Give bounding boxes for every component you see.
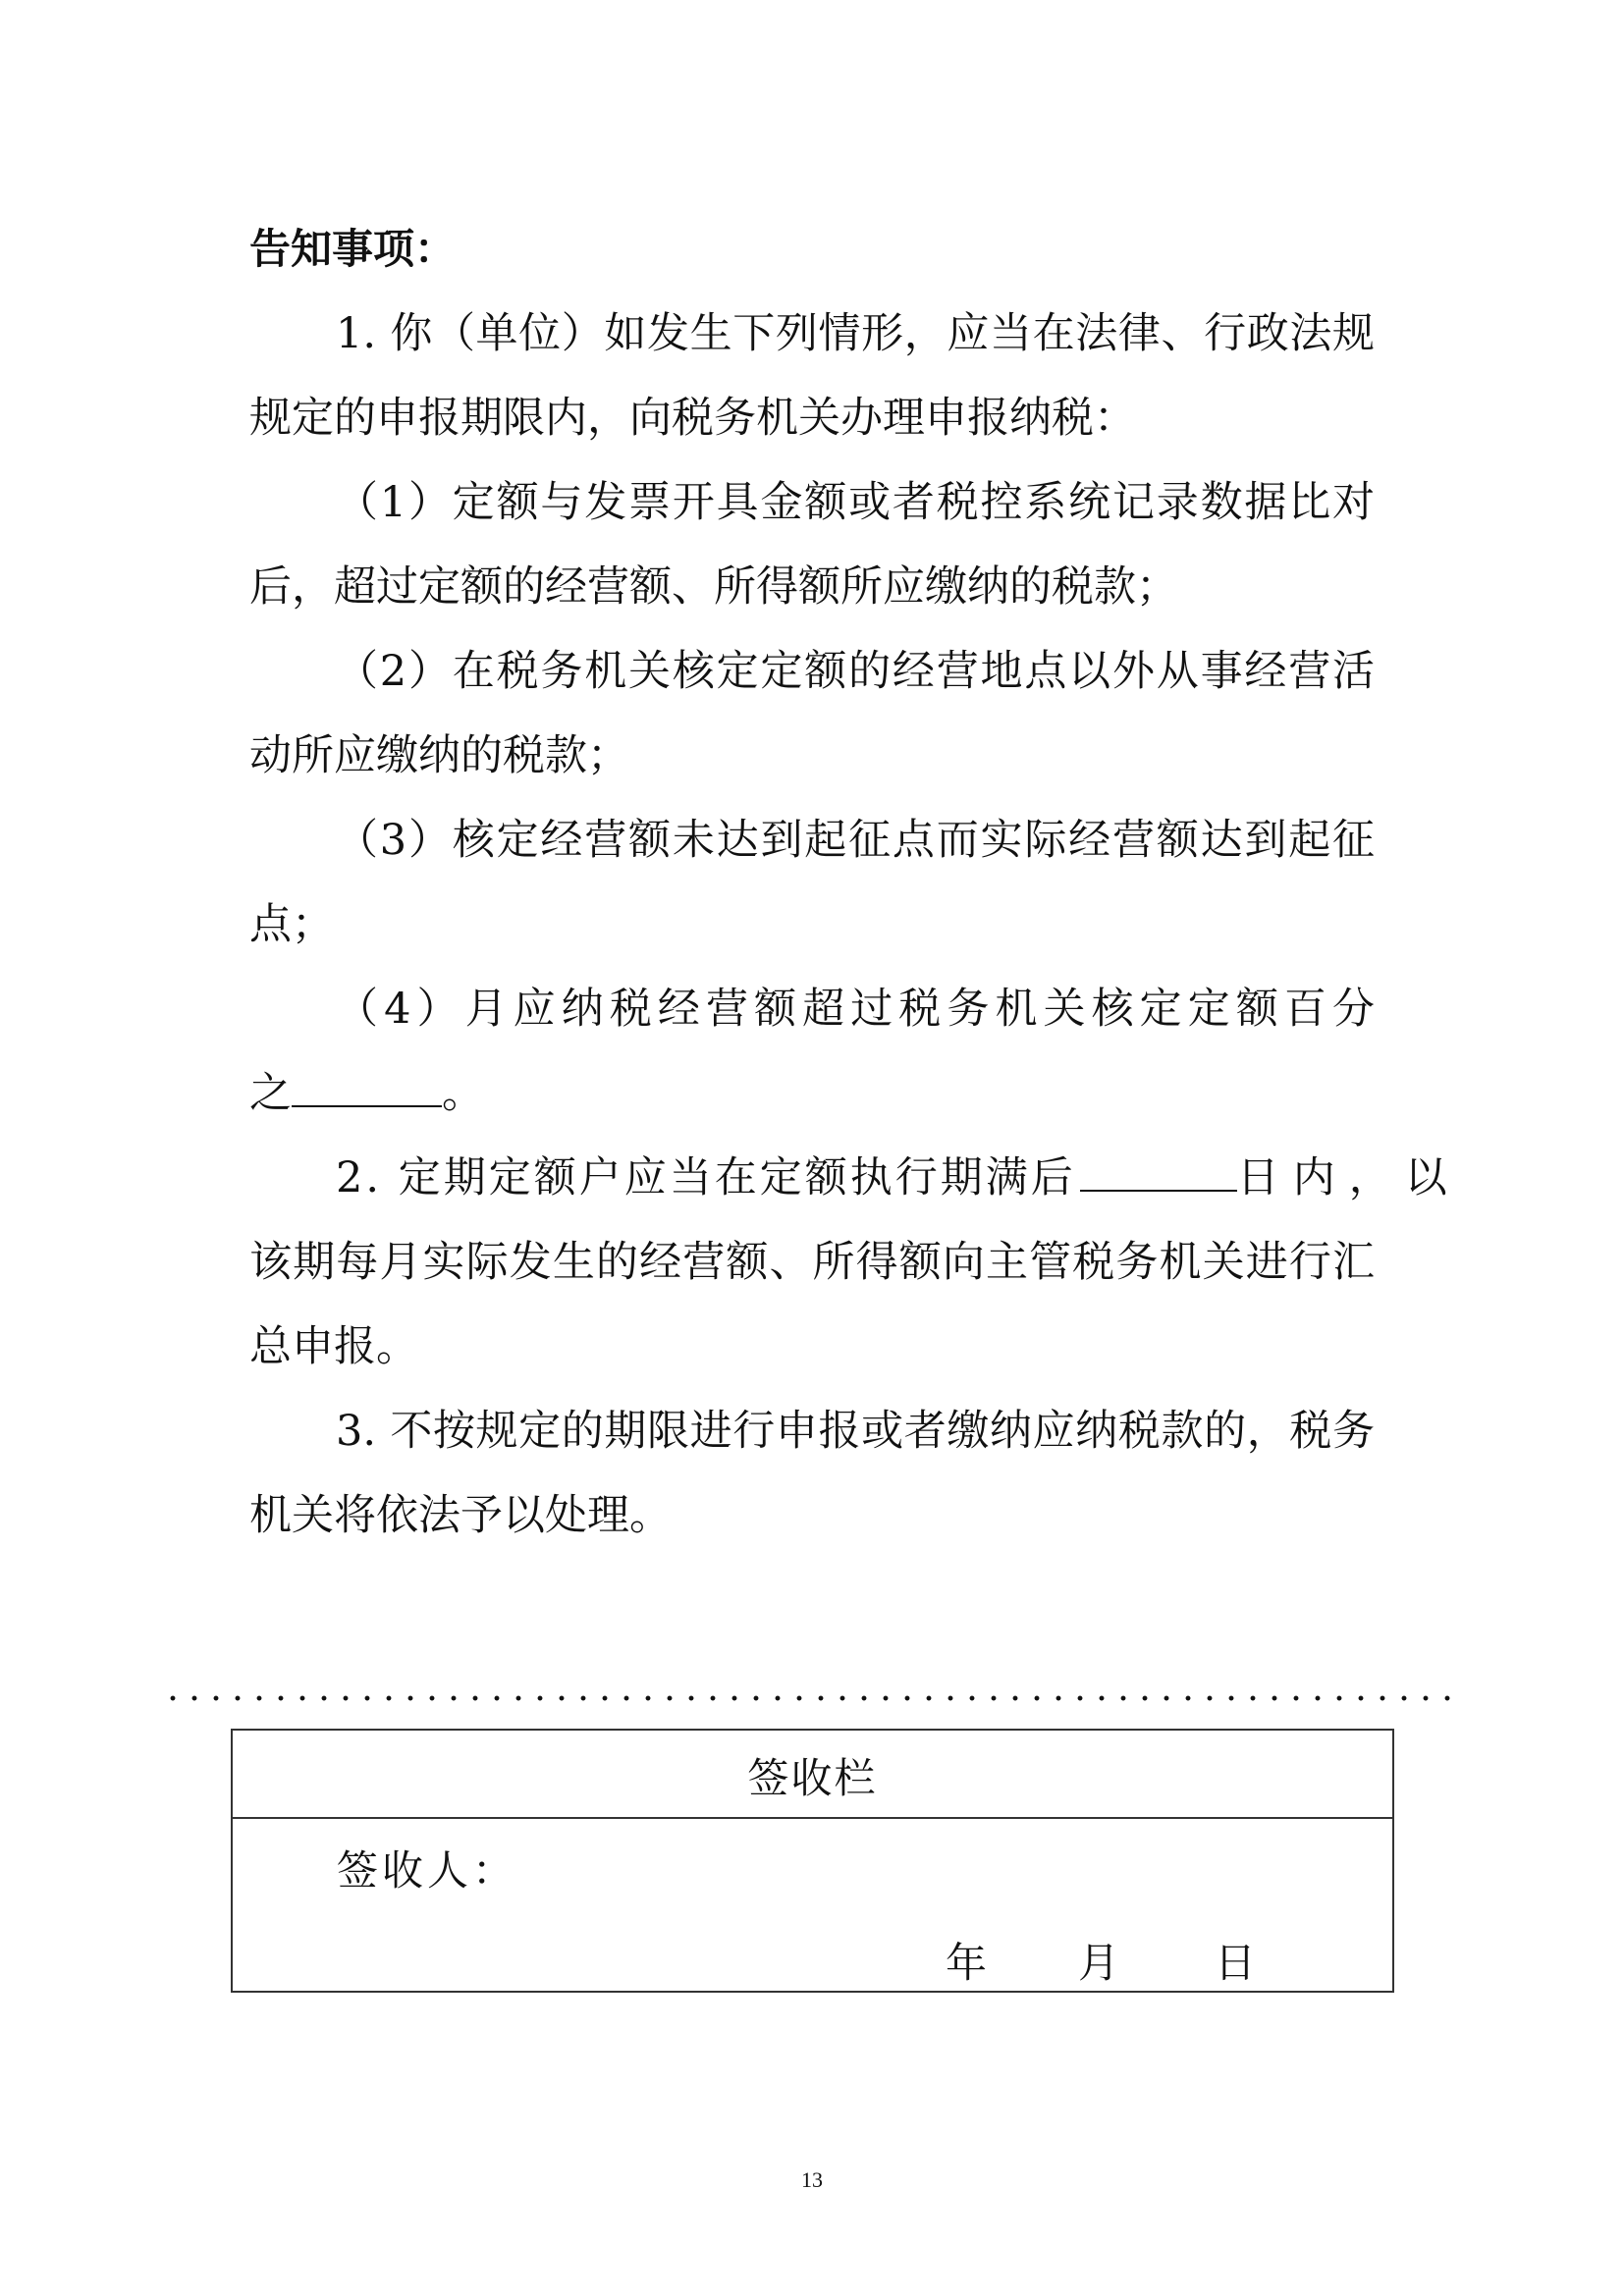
notice-sub-1-line-2: 后，超过定额的经营额、所得额所应缴纳的税款； — [249, 562, 1178, 612]
receipt-title: 签收栏 — [747, 1754, 878, 1802]
signer-label: 签收人： — [337, 1846, 518, 1895]
notice-sub-3-line-1: （3）核定经营额未达到起征点而实际经营额达到起征 — [336, 816, 1375, 865]
date-day-label: 日 — [1215, 1939, 1257, 1987]
cut-line-separator — [162, 1694, 1456, 1702]
notice-sub-4-line-1: （4）月应纳税经营额超过税务机关核定定额百分 — [336, 985, 1375, 1034]
notice-item-1-line-1: 1. 你（单位）如发生下列情形，应当在法律、行政法规 — [336, 309, 1375, 358]
notice-sub-3-line-2: 点； — [249, 900, 334, 949]
page-number: 13 — [801, 2167, 823, 2192]
notice-sub-4-prefix: 之 — [249, 1069, 292, 1118]
notice-item-1-line-2: 规定的申报期限内，向税务机关办理申报纳税： — [249, 394, 1136, 443]
notice-item-2-suffix: 日内，以 — [1236, 1153, 1461, 1202]
notice-sub-4-line-2 — [249, 1064, 1375, 1123]
notice-item-2-prefix: 2. 定期定额户应当在定额执行期满后 — [336, 1153, 1076, 1202]
notice-item-2-line-2: 该期每月实际发生的经营额、所得额向主管税务机关进行汇 — [249, 1238, 1375, 1287]
notice-sub-4-suffix: 。 — [442, 1069, 484, 1118]
notice-item-2-line-1 — [336, 1148, 1461, 1207]
notice-heading: 告知事项： — [249, 225, 457, 273]
notice-sub-2-line-1: （2）在税务机关核定定额的经营地点以外从事经营活 — [336, 647, 1375, 696]
receipt-divider — [233, 1817, 1392, 1819]
notice-item-2-line-3: 总申报。 — [249, 1322, 418, 1371]
notice-sub-2-line-2: 动所应缴纳的税款； — [249, 731, 629, 780]
notice-item-3-line-1: 3. 不按规定的期限进行申报或者缴纳应纳税款的，税务 — [336, 1407, 1375, 1456]
percent-blank-field[interactable] — [292, 1068, 442, 1107]
receipt-table — [231, 1729, 1394, 1993]
days-blank-field[interactable] — [1080, 1152, 1237, 1192]
date-year-label: 年 — [946, 1939, 988, 1987]
notice-sub-1-line-1: （1）定额与发票开具金额或者税控系统记录数据比对 — [336, 478, 1375, 527]
date-month-label: 月 — [1078, 1939, 1120, 1987]
notice-item-3-line-2: 机关将依法予以处理。 — [249, 1491, 672, 1540]
